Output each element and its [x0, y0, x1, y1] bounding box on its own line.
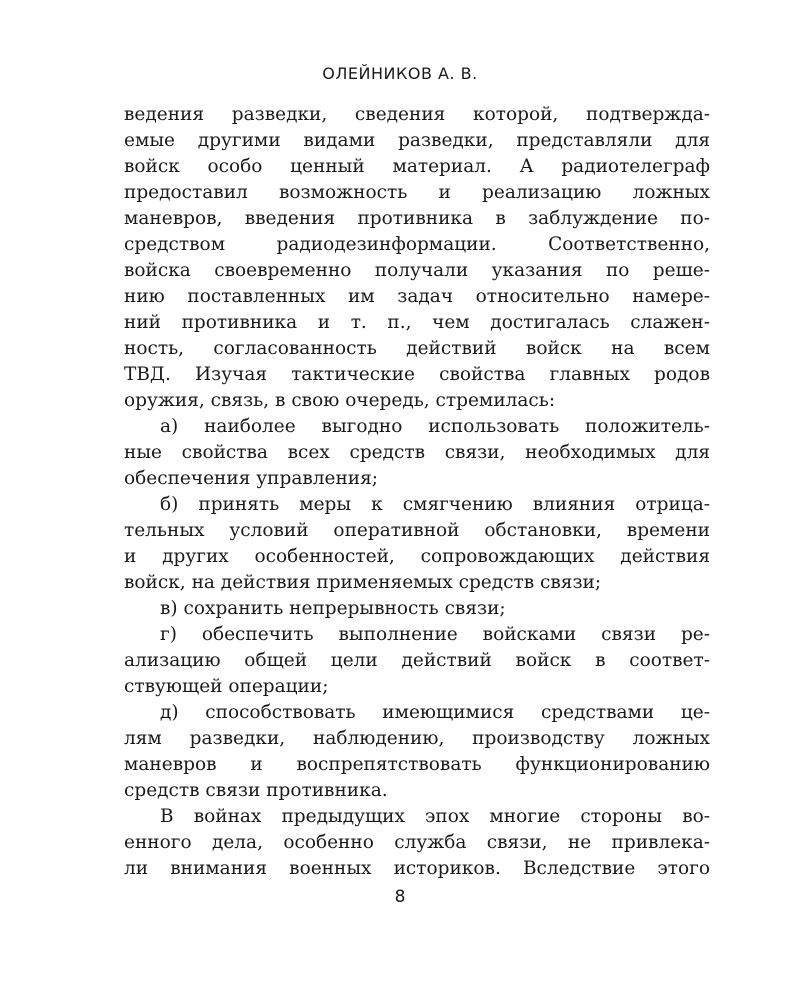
text-line: енного дела, особенно служба связи, не привлека-: [124, 832, 710, 853]
text-line: войска своевременно получали указания по реше-: [124, 260, 710, 281]
text-line: емые другими видами разведки, представляли для: [124, 130, 710, 151]
list-item-b: б) принять меры к смягчению влияния отрица-: [160, 494, 710, 515]
text-line: ведения разведки, сведения которой, подтвержда-: [124, 104, 710, 125]
text-line: войск особо ценный материал. А радиотелеграф: [124, 156, 710, 177]
text-line: ли внимания военных историков. Вследствие этого: [124, 858, 710, 879]
text-line: лям разведки, наблюдению, производству ложных: [124, 728, 710, 749]
page-number: 8: [394, 887, 406, 907]
text-line: ствующей операции;: [124, 676, 329, 697]
list-item-e: д) способствовать имеющимися средствами це-: [160, 702, 710, 723]
text-line: войск, на действия применяемых средств связи;: [124, 572, 602, 593]
text-line: средством радиодезинформации. Соответственно,: [124, 234, 710, 255]
text-line: нию поставленных им задач относительно намере-: [124, 286, 710, 307]
list-item-c: в) сохранить непрерывность связи;: [160, 598, 506, 619]
text-line: ные свойства всех средств связи, необходимых для: [124, 442, 710, 463]
text-line: тельных условий оперативной обстановки, времени: [124, 520, 710, 541]
text-line: и других особенностей, сопровождающих действия: [124, 546, 710, 567]
text-line: ность, согласованность действий войск на всем: [124, 338, 710, 359]
text-line: маневров и воспрепятствовать функционированию: [124, 754, 710, 775]
text-line: ний противника и т. п., чем достигалась слажен-: [124, 312, 710, 333]
text-line: маневров, введения противника в заблуждение по-: [124, 208, 710, 229]
text-line: ТВД. Изучая тактические свойства главных родов: [124, 364, 710, 385]
list-item-a: а) наиболее выгодно использовать положитель-: [160, 416, 710, 437]
text-line: предоставил возможность и реализацию ложных: [124, 182, 710, 203]
body-text: [124, 102, 710, 882]
running-head: ОЛЕЙНИКОВ А. В.: [322, 64, 478, 83]
text-line: обеспечения управления;: [124, 468, 379, 489]
list-item-d: г) обеспечить выполнение войсками связи ре-: [160, 624, 710, 645]
text-line: ализацию общей цели действий войск в соответ-: [124, 650, 710, 671]
paragraph-start: В войнах предыдущих эпох многие стороны во-: [160, 806, 710, 827]
text-line: оружия, связь, в свою очередь, стремилась:: [124, 390, 556, 411]
text-line: средств связи противника.: [124, 780, 388, 801]
